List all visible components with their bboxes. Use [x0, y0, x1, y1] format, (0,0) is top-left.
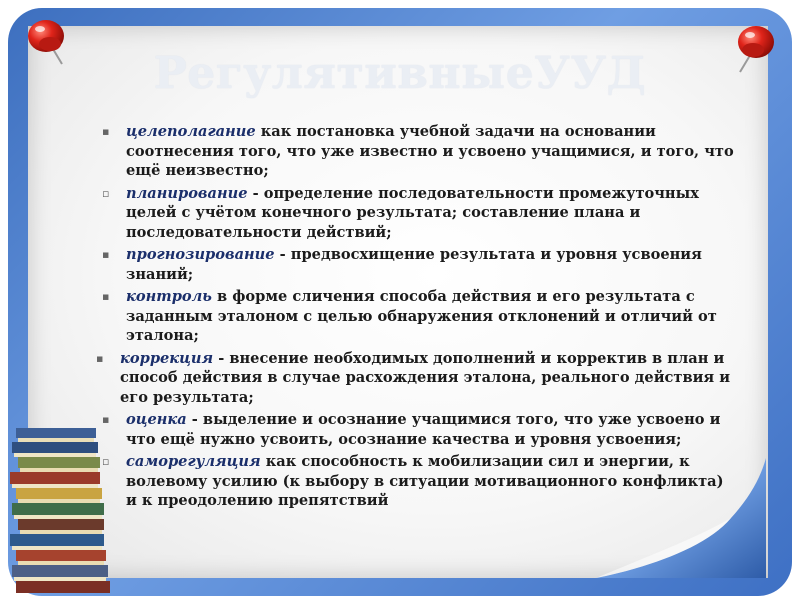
item-text: как способность к мобилизации сил и энергии, к волевому усилию (к выбору в ситуации мотивационного конфликта) и к преодолению препятствий	[126, 453, 724, 509]
item-term: коррекция	[120, 349, 214, 367]
item-term: прогнозирование	[126, 246, 275, 263]
slide-title: РегулятивныеУУД	[153, 48, 647, 99]
item-term: контроль	[126, 288, 212, 305]
list-item	[96, 452, 736, 511]
list-item	[96, 287, 736, 346]
bullet-icon: ▫	[102, 455, 110, 468]
item-text: как постановка учебной задачи на основании соотнесения того, что уже известно и усвоено учащимися, и того, что ещё неизвестно;	[126, 123, 734, 179]
item-text: - определение последовательности промежуточных целей с учётом конечного результата; составление плана и последовательности действий;	[126, 184, 699, 241]
bullet-icon: ▪	[102, 413, 110, 426]
item-text: - выделение и осознание учащимися того, что уже усвоено и что ещё нужно усвоить, осознание качества и уровня усвоения;	[126, 411, 721, 448]
uud-list	[96, 122, 736, 514]
item-term: планирование	[126, 184, 248, 202]
bullet-icon: ▫	[102, 186, 110, 200]
bullet-icon: ▪	[102, 248, 110, 261]
list-item	[96, 410, 736, 449]
list-item	[96, 245, 736, 284]
item-text: - внесение необходимых дополнений и корректив в план и способ действия в случае расхождения эталона, реального действия и его результата;	[120, 349, 731, 406]
item-term: целеполагание	[126, 123, 256, 140]
list-item	[90, 349, 736, 408]
item-text: в форме сличения способа действия и его результата с заданным эталоном с целью обнаружения отклонений и отличий от эталона;	[126, 288, 717, 344]
list-item	[96, 122, 736, 181]
bullet-icon: ▪	[96, 351, 104, 365]
item-term: оценка	[126, 411, 187, 428]
item-term: саморегуляция	[126, 453, 261, 470]
bullet-icon: ▪	[102, 125, 110, 138]
item-text: - предвосхищение результата и уровня усвоения знаний;	[126, 246, 702, 283]
list-item	[96, 184, 736, 243]
bullet-icon: ▪	[102, 290, 110, 303]
